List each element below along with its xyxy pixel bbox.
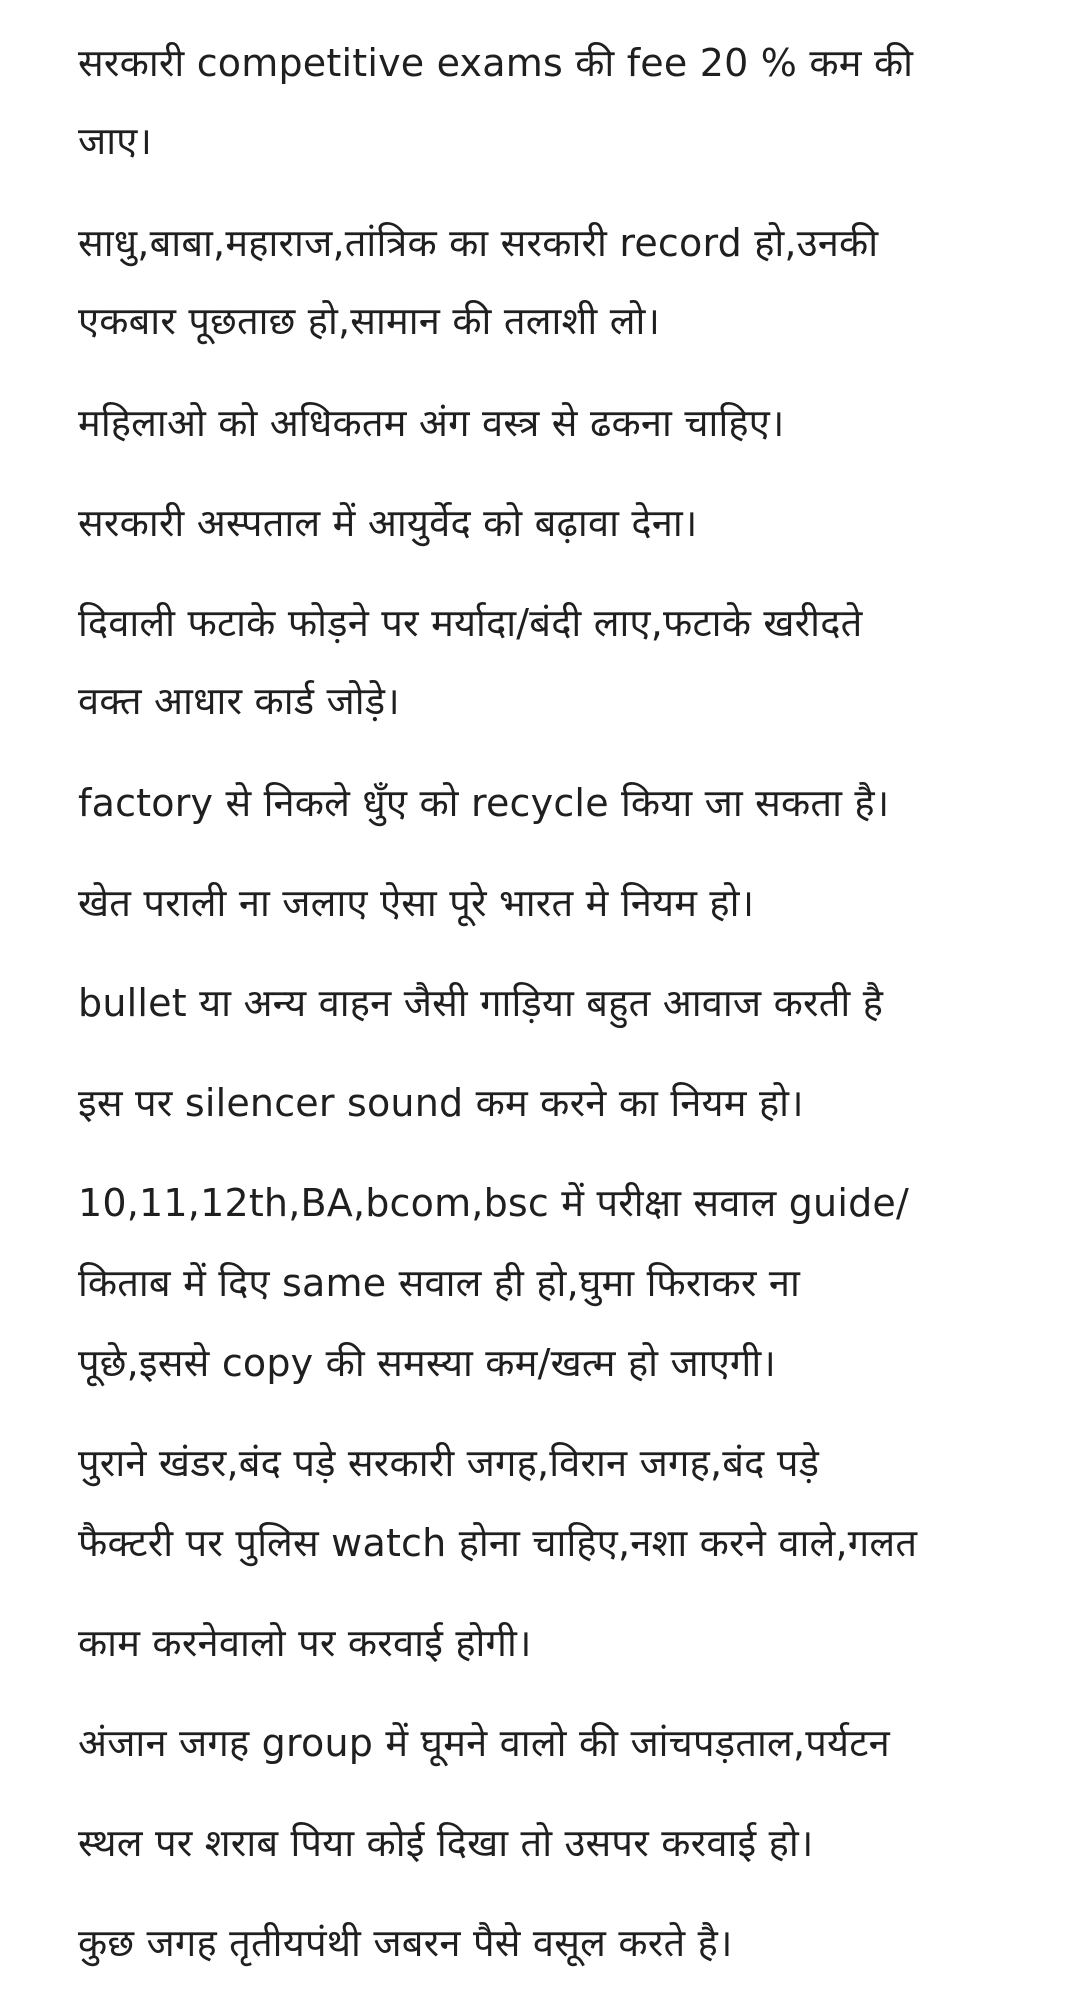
text-line: दिवाली फटाके फोड़ने पर मर्यादा/बंदी लाए,फटाके खरीदते: [78, 601, 863, 645]
text-line: अंजान जगह group में घूमने वालो की जांचपड़ताल,पर्यटन: [78, 1721, 890, 1765]
text-line: 10,11,12th,BA,bcom,bsc में परीक्षा सवाल guide/: [78, 1181, 909, 1225]
text-line: कुछ जगह तृतीयपंथी जबरन पैसे वसूल करते है।: [78, 1921, 733, 1965]
text-line: एकबार पूछताछ हो,सामान की तलाशी लो।: [78, 299, 661, 343]
text-line: साधु,बाबा,महाराज,तांत्रिक का सरकारी record हो,उनकी: [78, 221, 879, 265]
text-line: सरकारी अस्पताल में आयुर्वेद को बढ़ावा देना।: [78, 501, 698, 545]
text-line: वक्त आधार कार्ड जोड़े।: [78, 679, 400, 723]
text-line: काम करनेवालो पर करवाई होगी।: [78, 1621, 532, 1665]
text-line: किताब में दिए same सवाल ही हो,घुमा फिराकर ना: [78, 1261, 801, 1305]
text-line: पुराने खंडर,बंद पड़े सरकारी जगह,विरान जगह,बंद पड़े: [78, 1441, 820, 1485]
text-line: स्थल पर शराब पिया कोई दिखा तो उसपर करवाई हो।: [78, 1821, 814, 1865]
text-line: पूछे,इससे copy की समस्या कम/खत्म हो जाएगी।: [78, 1341, 776, 1385]
text-line: bullet या अन्य वाहन जैसी गाड़िया बहुत आवाज करती है: [78, 981, 884, 1025]
text-line: इस पर silencer sound कम करने का नियम हो।: [78, 1081, 804, 1125]
text-line: सरकारी competitive exams की fee 20 % कम की: [78, 41, 914, 85]
text-line: फैक्टरी पर पुलिस watch होना चाहिए,नशा करने वाले,गलत: [78, 1521, 918, 1565]
text-line: factory से निकले धुँए को recycle किया जा सकता है।: [78, 781, 890, 825]
text-line: महिलाओ को अधिकतम अंग वस्त्र से ढकना चाहिए।: [78, 401, 785, 445]
text-line: जाए।: [78, 119, 153, 163]
text-line: खेत पराली ना जलाए ऐसा पूरे भारत मे नियम हो।: [78, 881, 755, 925]
